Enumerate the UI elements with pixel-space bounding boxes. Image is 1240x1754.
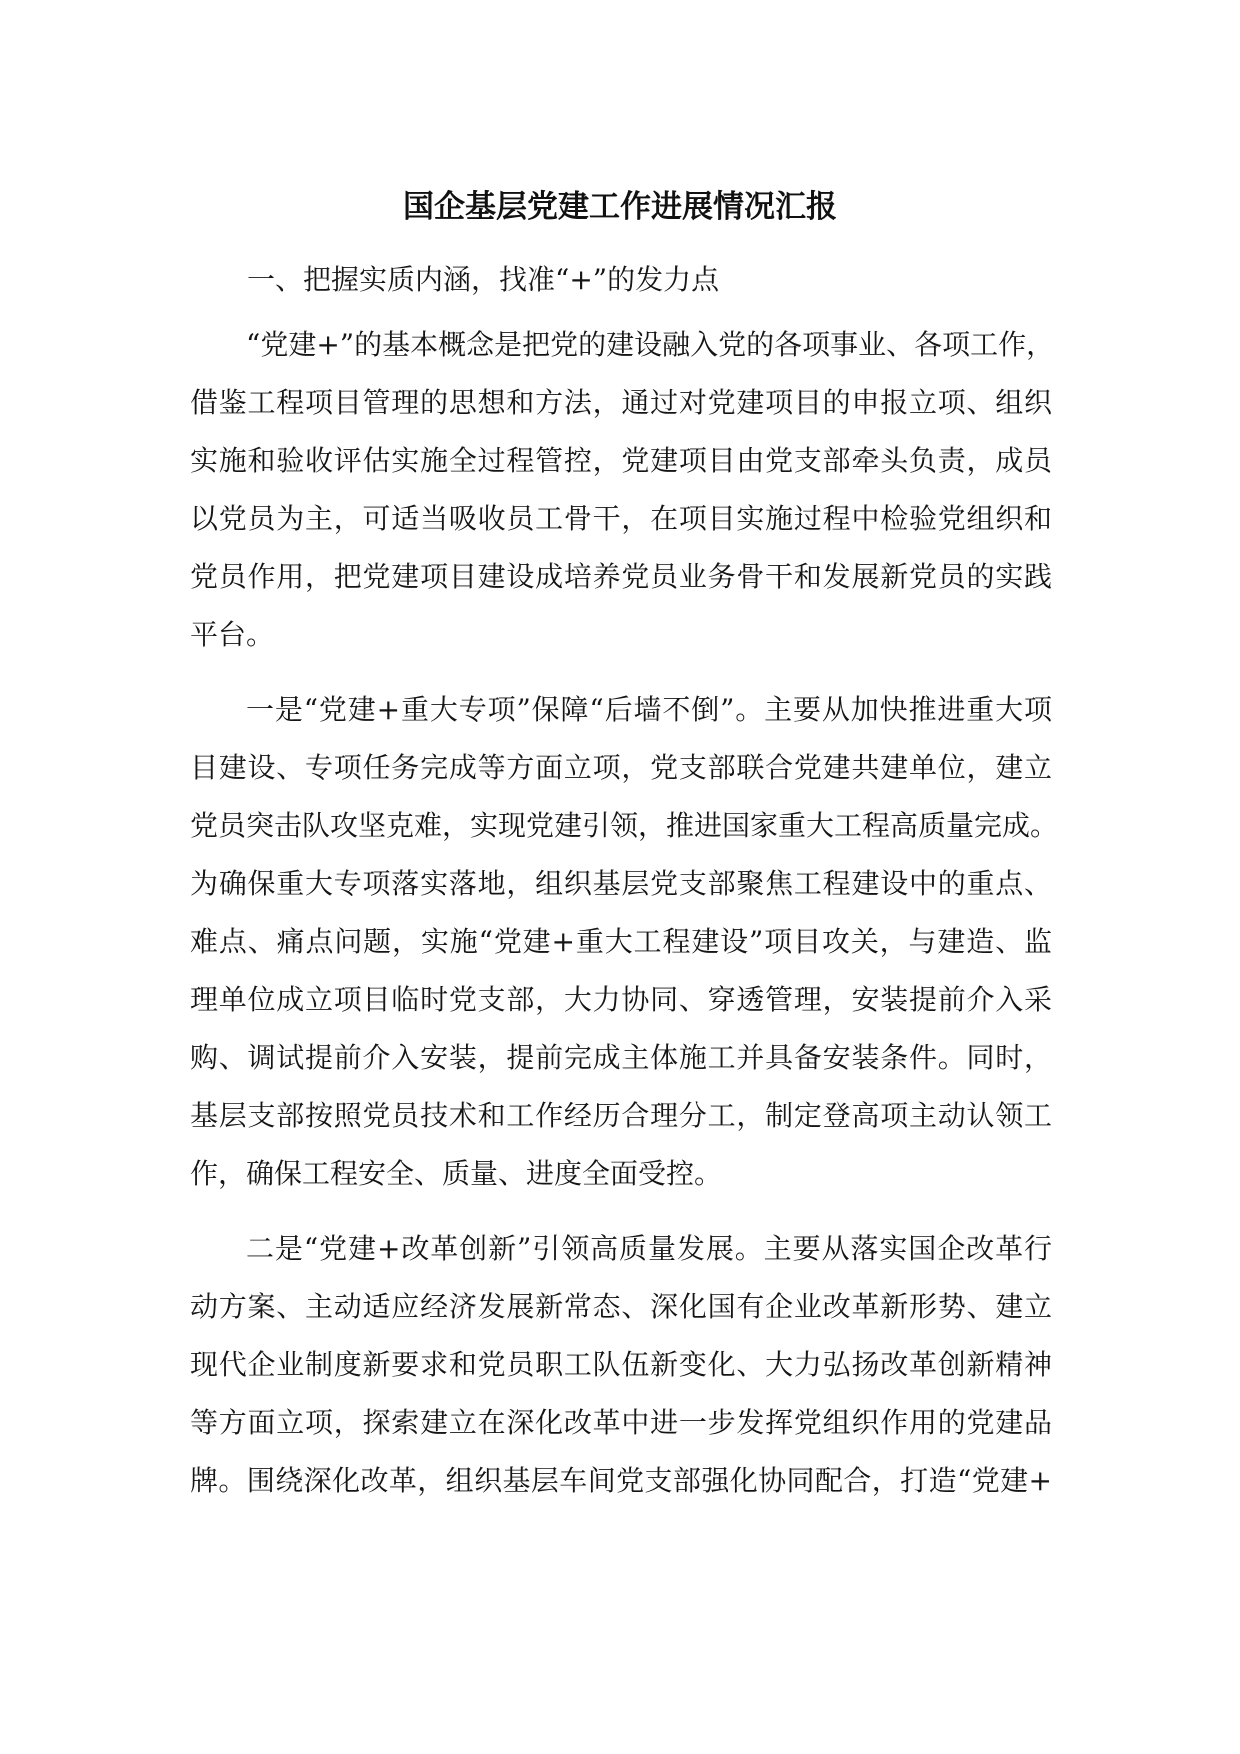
document-body: [190, 316, 1059, 1510]
paragraph-major-projects: [190, 681, 1059, 1203]
paragraph-line: 作，确保工程安全、质量、进度全面受控。: [190, 1157, 723, 1190]
paragraph-line: 牌。围绕深化改革，组织基层车间党支部强化协同配合，打造“党建+: [190, 1464, 1052, 1497]
paragraph-line: 平台。: [190, 618, 275, 651]
paragraph-concept: [190, 316, 1055, 664]
paragraph-line: 以党员为主，可适当吸收员工骨干，在项目实施过程中检验党组织和: [190, 502, 1052, 535]
paragraph-line: 一是“党建+重大专项”保障“后墙不倒”。主要从加快推进重大项: [246, 693, 1052, 726]
section-heading: 一、把握实质内涵，找准“+”的发力点: [247, 263, 720, 296]
paragraph-line: 目建设、专项任务完成等方面立项，党支部联合党建共建单位，建立: [190, 751, 1052, 784]
paragraph-line: “党建+”的基本概念是把党的建设融入党的各项事业、各项工作，: [246, 328, 1055, 361]
paragraph-line: 动方案、主动适应经济发展新常态、深化国有企业改革新形势、建立: [190, 1290, 1052, 1323]
paragraph-line: 党员作用，把党建项目建设成培养党员业务骨干和发展新党员的实践: [190, 560, 1052, 593]
paragraph-line: 购、调试提前介入安装，提前完成主体施工并具备安装条件。同时，: [190, 1041, 1052, 1074]
paragraph-line: 党员突击队攻坚克难，实现党建引领，推进国家重大工程高质量完成。: [190, 809, 1059, 842]
paragraph-reform-innovation: [190, 1220, 1052, 1510]
paragraph-line: 现代企业制度新要求和党员职工队伍新变化、大力弘扬改革创新精神: [190, 1348, 1052, 1381]
paragraph-line: 借鉴工程项目管理的思想和方法，通过对党建项目的申报立项、组织: [190, 386, 1052, 419]
paragraph-line: 理单位成立项目临时党支部，大力协同、穿透管理，安装提前介入采: [190, 983, 1052, 1016]
paragraph-line: 为确保重大专项落实落地，组织基层党支部聚焦工程建设中的重点、: [190, 867, 1052, 900]
paragraph-line: 等方面立项，探索建立在深化改革中进一步发挥党组织作用的党建品: [190, 1406, 1052, 1439]
paragraph-line: 二是“党建+改革创新”引领高质量发展。主要从落实国企改革行: [246, 1232, 1052, 1265]
paragraph-line: 实施和验收评估实施全过程管控，党建项目由党支部牵头负责，成员: [190, 444, 1052, 477]
paragraph-line: 难点、痛点问题，实施“党建+重大工程建设”项目攻关，与建造、监: [190, 925, 1052, 958]
document-title: 国企基层党建工作进展情况汇报: [403, 189, 837, 225]
paragraph-line: 基层支部按照党员技术和工作经历合理分工，制定登高项主动认领工: [190, 1099, 1052, 1132]
